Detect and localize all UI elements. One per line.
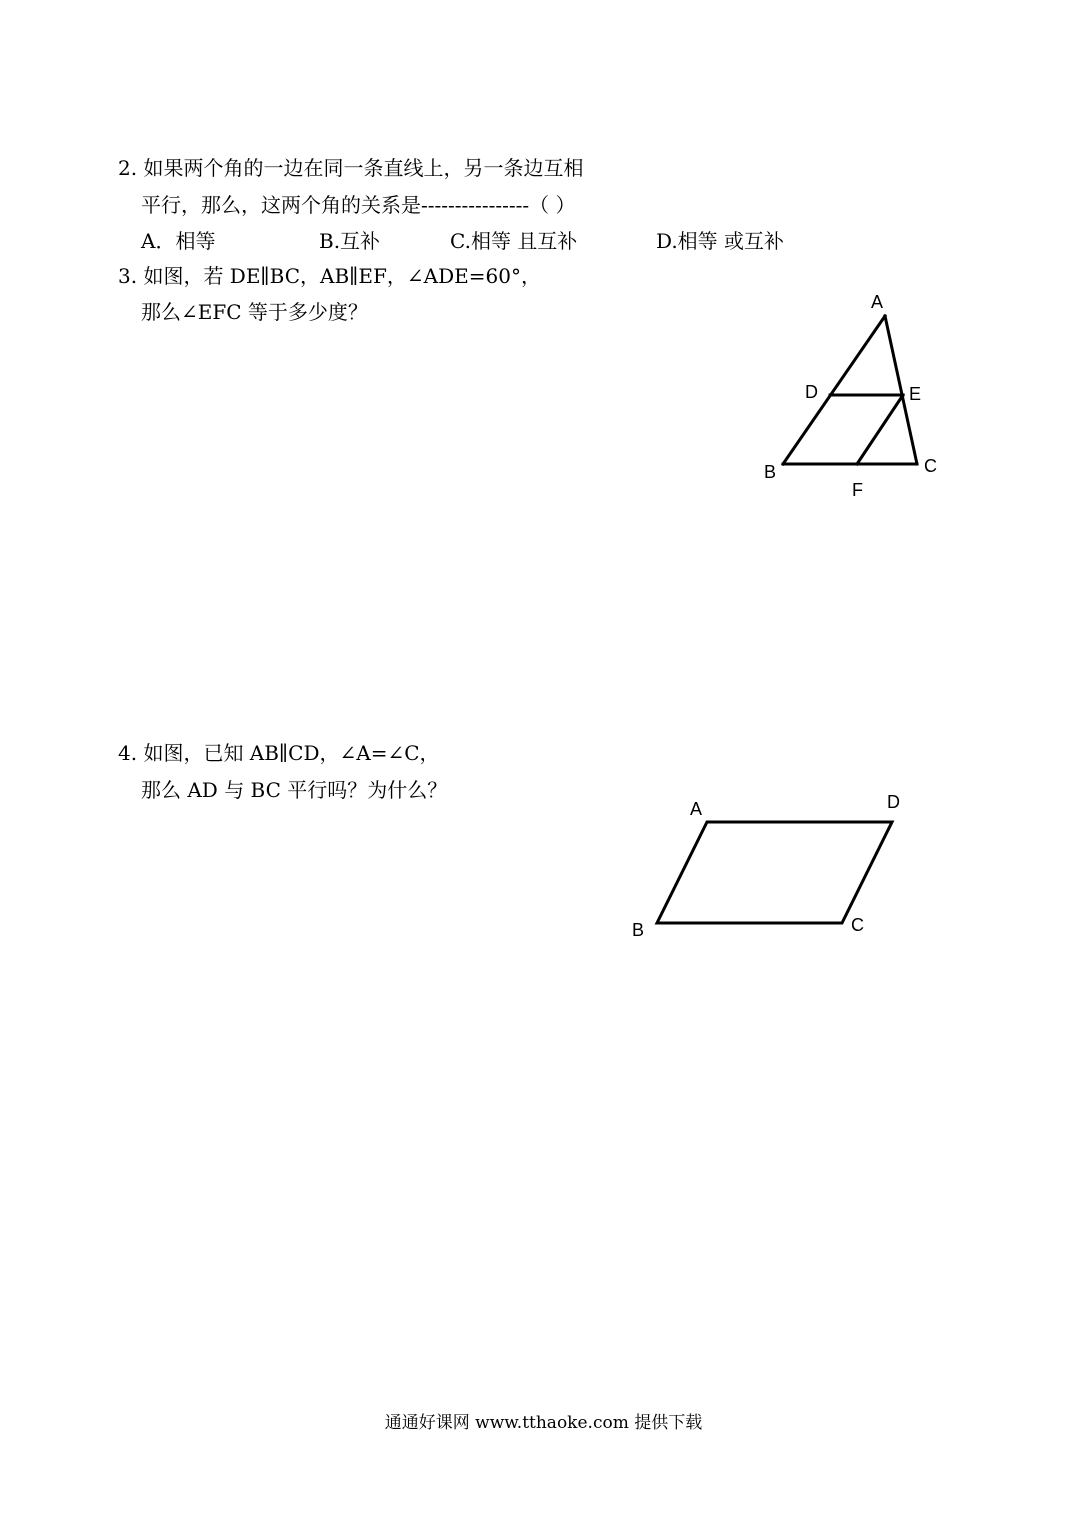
q3-line2: 那么∠EFC 等于多少度？ xyxy=(141,300,368,324)
q2-line2: 平行，那么，这两个角的关系是----------------（ ） xyxy=(141,193,576,217)
q3-label-c: C xyxy=(924,456,937,476)
q2-option-a: A．相等 xyxy=(141,229,216,253)
q4-label-a: A xyxy=(690,799,703,819)
q2-option-d: D.相等 或互补 xyxy=(656,229,785,253)
q4-line2: 那么 AD 与 BC 平行吗？为什么？ xyxy=(141,778,448,802)
q3-label-d: D xyxy=(805,382,818,402)
q3-label-f: F xyxy=(852,480,863,500)
q2-line1: 2. 如果两个角的一边在同一条直线上，另一条边互相 xyxy=(118,156,584,180)
q3-label-e: E xyxy=(909,384,922,404)
q4-line1: 4. 如图，已知 AB∥CD，∠A=∠C， xyxy=(118,741,440,765)
q4-label-b: B xyxy=(632,920,645,940)
q2-option-b: B.互补 xyxy=(319,229,381,253)
q3-label-a: A xyxy=(871,292,884,312)
q4-parallelogram xyxy=(657,822,892,923)
q2-option-c: C.相等 且互补 xyxy=(450,229,578,253)
q4-label-d: D xyxy=(887,792,900,812)
page-footer: 通通好课网 www.tthaoke.com 提供下载 xyxy=(384,1413,703,1433)
q4-label-c: C xyxy=(851,915,864,935)
q3-line1: 3. 如图，若 DE∥BC，AB∥EF，∠ADE=60°， xyxy=(118,264,541,288)
q3-label-b: B xyxy=(764,462,777,482)
